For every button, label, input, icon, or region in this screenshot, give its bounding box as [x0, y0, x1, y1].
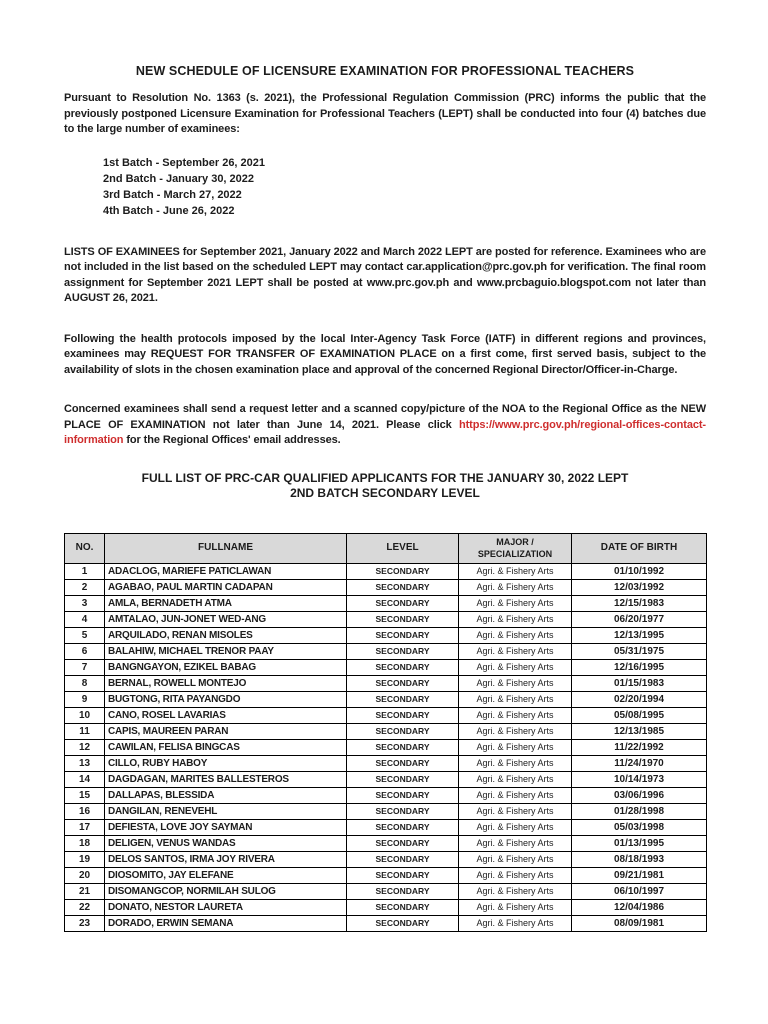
table-row [65, 563, 707, 579]
cell-no: 4 [65, 611, 105, 627]
cell-major: Agri. & Fishery Arts [459, 675, 572, 691]
cell-major: Agri. & Fishery Arts [459, 563, 572, 579]
cell-no: 20 [65, 867, 105, 883]
cell-major: Agri. & Fishery Arts [459, 611, 572, 627]
header-date-of-birth: DATE OF BIRTH [572, 533, 707, 563]
cell-major: Agri. & Fishery Arts [459, 771, 572, 787]
batch-item-3: 3rd Batch - March 27, 2022 [103, 188, 242, 201]
cell-major: Agri. & Fishery Arts [459, 803, 572, 819]
cell-major: Agri. & Fishery Arts [459, 851, 572, 867]
request-text-after: for the Regional Offices' email addresses. [123, 434, 341, 446]
cell-major: Agri. & Fishery Arts [459, 627, 572, 643]
cell-major: Agri. & Fishery Arts [459, 755, 572, 771]
cell-fullname: AMLA, BERNADETH ATMA [105, 595, 347, 611]
cell-major: Agri. & Fishery Arts [459, 883, 572, 899]
cell-major: Agri. & Fishery Arts [459, 691, 572, 707]
cell-major: Agri. & Fishery Arts [459, 723, 572, 739]
cell-dob: 06/20/1977 [572, 611, 707, 627]
cell-level: SECONDARY [347, 915, 459, 931]
cell-major: Agri. & Fishery Arts [459, 739, 572, 755]
cell-no: 1 [65, 563, 105, 579]
cell-no: 5 [65, 627, 105, 643]
batch-item-2: 2nd Batch - January 30, 2022 [103, 172, 255, 185]
cell-no: 15 [65, 787, 105, 803]
list-heading-line2: 2ND BATCH SECONDARY LEVEL [290, 486, 480, 500]
cell-level: SECONDARY [347, 851, 459, 867]
cell-fullname: BALAHIW, MICHAEL TRENOR PAAY [105, 643, 347, 659]
cell-no: 23 [65, 915, 105, 931]
cell-dob: 12/03/1992 [572, 579, 707, 595]
applicants-table-body [65, 563, 707, 931]
table-row [65, 755, 707, 771]
cell-no: 9 [65, 691, 105, 707]
cell-no: 2 [65, 579, 105, 595]
cell-dob: 06/10/1997 [572, 883, 707, 899]
cell-level: SECONDARY [347, 595, 459, 611]
request-text-before: Concerned examinees shall send a request letter and a scanned copy/picture of the NOA to the Regional Office as the NEW PLACE OF EXAMINATION not later than June 14, 2021. Please click [64, 403, 706, 431]
cell-major: Agri. & Fishery Arts [459, 899, 572, 915]
cell-level: SECONDARY [347, 707, 459, 723]
table-row [65, 771, 707, 787]
header-no: NO. [65, 533, 105, 563]
cell-no: 12 [65, 739, 105, 755]
cell-major: Agri. & Fishery Arts [459, 707, 572, 723]
cell-fullname: AGABAO, PAUL MARTIN CADAPAN [105, 579, 347, 595]
cell-fullname: DIOSOMITO, JAY ELEFANE [105, 867, 347, 883]
cell-dob: 12/13/1995 [572, 627, 707, 643]
cell-no: 11 [65, 723, 105, 739]
cell-fullname: DEFIESTA, LOVE JOY SAYMAN [105, 819, 347, 835]
table-row [65, 739, 707, 755]
table-row [65, 675, 707, 691]
cell-level: SECONDARY [347, 819, 459, 835]
cell-fullname: DELIGEN, VENUS WANDAS [105, 835, 347, 851]
header-fullname: FULLNAME [105, 533, 347, 563]
cell-no: 16 [65, 803, 105, 819]
applicants-table [64, 533, 707, 932]
examinees-note-paragraph: LISTS OF EXAMINEES for September 2021, January 2022 and March 2022 LEPT are posted for reference. Examinees who are not included in the list based on the scheduled LEPT may contact car.application@prc.gov.ph for verification. The final room assignment for September 2021 LEPT shall be posted at www.prc.gov.ph and www.prcbaguio.blogspot.com not later than AUGUST 26, 2021. [64, 245, 706, 304]
cell-level: SECONDARY [347, 579, 459, 595]
cell-fullname: CILLO, RUBY HABOY [105, 755, 347, 771]
cell-major: Agri. & Fishery Arts [459, 915, 572, 931]
cell-dob: 12/16/1995 [572, 659, 707, 675]
cell-dob: 10/14/1973 [572, 771, 707, 787]
cell-dob: 01/15/1983 [572, 675, 707, 691]
cell-fullname: ARQUILADO, RENAN MISOLES [105, 627, 347, 643]
transfer-note-paragraph: Following the health protocols imposed by the local Inter-Agency Task Force (IATF) in different regions and provinces, examinees may REQUEST FOR TRANSFER OF EXAMINATION PLACE on a first come, first served basis, subject to the availability of slots in the chosen examination place and approval of the concerned Regional Director/Officer-in-Charge. [64, 332, 706, 376]
cell-dob: 11/24/1970 [572, 755, 707, 771]
cell-level: SECONDARY [347, 739, 459, 755]
cell-level: SECONDARY [347, 675, 459, 691]
cell-no: 7 [65, 659, 105, 675]
cell-no: 3 [65, 595, 105, 611]
table-row [65, 659, 707, 675]
cell-dob: 01/13/1995 [572, 835, 707, 851]
cell-major: Agri. & Fishery Arts [459, 835, 572, 851]
cell-fullname: CANO, ROSEL LAVARIAS [105, 707, 347, 723]
cell-level: SECONDARY [347, 787, 459, 803]
cell-no: 21 [65, 883, 105, 899]
table-row [65, 723, 707, 739]
cell-dob: 12/15/1983 [572, 595, 707, 611]
table-row [65, 707, 707, 723]
cell-fullname: BANGNGAYON, EZIKEL BABAG [105, 659, 347, 675]
cell-dob: 12/13/1985 [572, 723, 707, 739]
cell-no: 14 [65, 771, 105, 787]
batch-schedule-list [64, 155, 706, 219]
cell-fullname: DISOMANGCOP, NORMILAH SULOG [105, 883, 347, 899]
cell-level: SECONDARY [347, 883, 459, 899]
table-row [65, 867, 707, 883]
cell-level: SECONDARY [347, 755, 459, 771]
cell-dob: 01/10/1992 [572, 563, 707, 579]
cell-major: Agri. & Fishery Arts [459, 579, 572, 595]
cell-level: SECONDARY [347, 691, 459, 707]
table-row [65, 579, 707, 595]
cell-level: SECONDARY [347, 803, 459, 819]
cell-fullname: AMTALAO, JUN-JONET WED-ANG [105, 611, 347, 627]
cell-dob: 05/03/1998 [572, 819, 707, 835]
table-header-row [65, 533, 707, 563]
cell-dob: 05/31/1975 [572, 643, 707, 659]
cell-fullname: ADACLOG, MARIEFE PATICLAWAN [105, 563, 347, 579]
cell-level: SECONDARY [347, 563, 459, 579]
table-row [65, 627, 707, 643]
cell-no: 8 [65, 675, 105, 691]
cell-major: Agri. & Fishery Arts [459, 819, 572, 835]
header-major: MAJOR / SPECIALIZATION [459, 533, 572, 563]
table-row [65, 835, 707, 851]
cell-fullname: CAPIS, MAUREEN PARAN [105, 723, 347, 739]
cell-dob: 08/09/1981 [572, 915, 707, 931]
cell-level: SECONDARY [347, 835, 459, 851]
cell-no: 17 [65, 819, 105, 835]
cell-dob: 09/21/1981 [572, 867, 707, 883]
table-row [65, 915, 707, 931]
cell-level: SECONDARY [347, 611, 459, 627]
table-row [65, 899, 707, 915]
cell-level: SECONDARY [347, 771, 459, 787]
cell-major: Agri. & Fishery Arts [459, 659, 572, 675]
cell-fullname: CAWILAN, FELISA BINGCAS [105, 739, 347, 755]
cell-fullname: DAGDAGAN, MARITES BALLESTEROS [105, 771, 347, 787]
cell-dob: 03/06/1996 [572, 787, 707, 803]
cell-fullname: DORADO, ERWIN SEMANA [105, 915, 347, 931]
cell-fullname: BERNAL, ROWELL MONTEJO [105, 675, 347, 691]
cell-fullname: DONATO, NESTOR LAURETA [105, 899, 347, 915]
intro-paragraph: Pursuant to Resolution No. 1363 (s. 2021), the Professional Regulation Commission (PRC) informs the public that the previously postponed Licensure Examination for Professional Teachers (LEPT) shall be conducted into four (4) batches due to the large number of examinees: [64, 92, 706, 135]
cell-dob: 05/08/1995 [572, 707, 707, 723]
cell-level: SECONDARY [347, 899, 459, 915]
cell-dob: 02/20/1994 [572, 691, 707, 707]
list-heading [64, 471, 706, 502]
batch-item-4: 4th Batch - June 26, 2022 [103, 204, 235, 217]
cell-major: Agri. & Fishery Arts [459, 787, 572, 803]
cell-level: SECONDARY [347, 643, 459, 659]
cell-no: 22 [65, 899, 105, 915]
cell-fullname: DALLAPAS, BLESSIDA [105, 787, 347, 803]
cell-major: Agri. & Fishery Arts [459, 595, 572, 611]
page-title: NEW SCHEDULE OF LICENSURE EXAMINATION FOR PROFESSIONAL TEACHERS [135, 64, 635, 78]
cell-fullname: DELOS SANTOS, IRMA JOY RIVERA [105, 851, 347, 867]
cell-level: SECONDARY [347, 867, 459, 883]
cell-level: SECONDARY [347, 627, 459, 643]
cell-level: SECONDARY [347, 723, 459, 739]
list-heading-line1: FULL LIST OF PRC-CAR QUALIFIED APPLICANTS FOR THE JANUARY 30, 2022 LEPT [141, 470, 629, 485]
table-row [65, 883, 707, 899]
cell-major: Agri. & Fishery Arts [459, 867, 572, 883]
table-row [65, 643, 707, 659]
batch-item-1: 1st Batch - September 26, 2021 [103, 156, 266, 169]
table-row [65, 691, 707, 707]
cell-no: 13 [65, 755, 105, 771]
table-row [65, 595, 707, 611]
cell-dob: 12/04/1986 [572, 899, 707, 915]
cell-major: Agri. & Fishery Arts [459, 643, 572, 659]
table-row [65, 803, 707, 819]
header-level: LEVEL [347, 533, 459, 563]
table-row [65, 819, 707, 835]
cell-no: 10 [65, 707, 105, 723]
request-paragraph [64, 402, 706, 449]
cell-level: SECONDARY [347, 659, 459, 675]
cell-dob: 08/18/1993 [572, 851, 707, 867]
cell-no: 6 [65, 643, 105, 659]
cell-dob: 11/22/1992 [572, 739, 707, 755]
cell-no: 18 [65, 835, 105, 851]
cell-dob: 01/28/1998 [572, 803, 707, 819]
cell-fullname: BUGTONG, RITA PAYANGDO [105, 691, 347, 707]
table-row [65, 787, 707, 803]
table-row [65, 611, 707, 627]
cell-fullname: DANGILAN, RENEVEHL [105, 803, 347, 819]
regional-offices-link[interactable]: https://www.prc.gov.ph/regional-offices-contact-information [64, 418, 706, 446]
table-row [65, 851, 707, 867]
cell-no: 19 [65, 851, 105, 867]
